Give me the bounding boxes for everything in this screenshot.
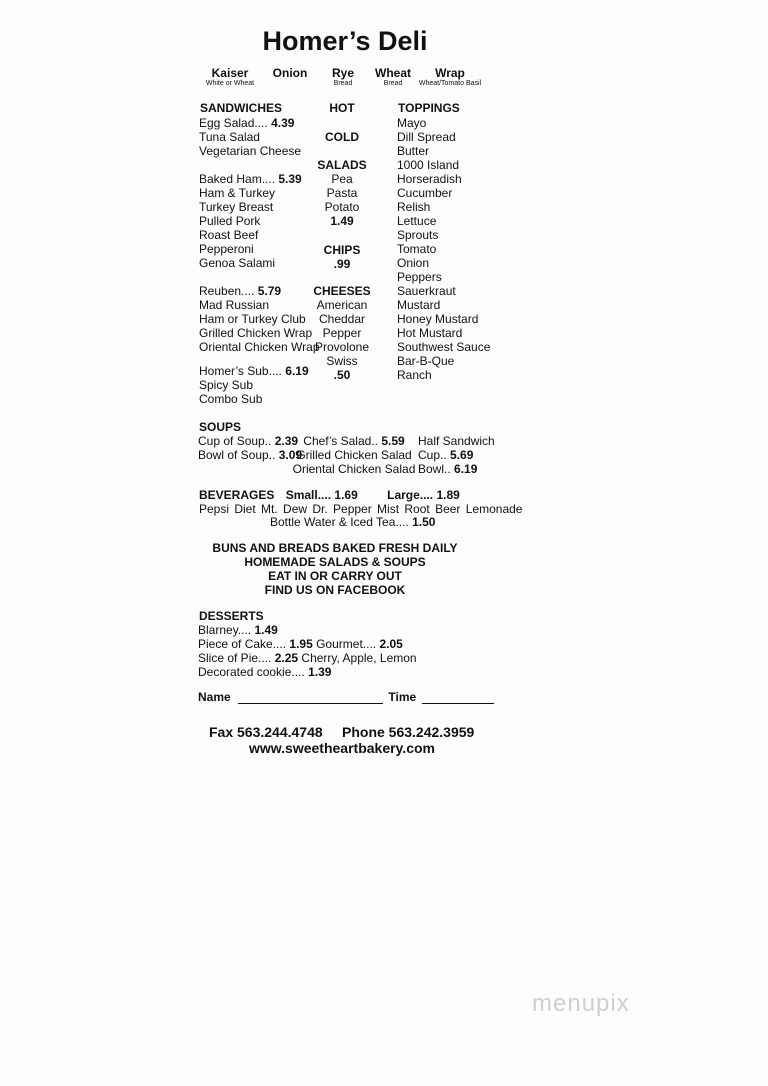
cheeses-heading: CHEESES xyxy=(313,284,371,298)
notice-line: EAT IN OR CARRY OUT xyxy=(268,569,402,583)
sandwich-group-ham xyxy=(199,172,302,270)
menu-item: Potato xyxy=(324,200,360,214)
topping-item: Bar-B-Que xyxy=(397,354,455,368)
soups-heading: SOUPS xyxy=(199,420,242,434)
fax-number: Fax 563.244.4748 xyxy=(209,724,323,740)
half-sandwich-combo xyxy=(418,434,495,476)
beverage-list: Pepsi Diet Mt. Dew Dr. Pepper Mist Root Beer Lemonade xyxy=(199,502,523,516)
topping-item: Mustard xyxy=(397,298,441,312)
menu-item: Genoa Salami xyxy=(199,256,276,270)
menu-item: Pasta xyxy=(326,186,358,200)
hot-heading: HOT xyxy=(329,101,355,115)
topping-item: Peppers xyxy=(397,270,442,284)
name-field[interactable] xyxy=(238,692,383,704)
cheeses-section xyxy=(300,284,384,382)
topping-item: Onion xyxy=(397,256,430,270)
desserts-list xyxy=(198,623,417,679)
notice-line: FIND US ON FACEBOOK xyxy=(264,583,406,597)
toppings-list xyxy=(397,116,490,382)
menu-item: Cup.. 5.69 xyxy=(418,448,474,462)
notice-line: BUNS AND BREADS BAKED FRESH DAILY xyxy=(212,541,458,555)
menu-item: Ham & Turkey xyxy=(199,186,276,200)
menu-item: Oriental Chicken Wrap xyxy=(199,340,320,354)
topping-item: Sauerkraut xyxy=(397,284,456,298)
topping-item: Ranch xyxy=(397,368,432,382)
bottle-water-row: Bottle Water & Iced Tea.... 1.50 xyxy=(270,515,436,529)
menu-item: Oriental Chicken Salad xyxy=(292,462,416,476)
menu-item: Roast Beef xyxy=(199,228,259,242)
phone-number: Phone 563.242.3959 xyxy=(342,724,475,740)
menu-item: Blarney.... 1.49 xyxy=(198,623,278,637)
salads-price: 1.49 xyxy=(330,214,354,228)
bread-rye: Rye Bread xyxy=(331,66,354,87)
order-line xyxy=(198,690,494,704)
salads-heading: SALADS xyxy=(317,158,367,172)
menu-item: Baked Ham.... 5.39 xyxy=(199,172,302,186)
menu-item: Piece of Cake.... 1.95 Gourmet.... 2.05 xyxy=(198,637,403,651)
menu-item: Half Sandwich xyxy=(418,434,495,448)
topping-item: 1000 Island xyxy=(397,158,460,172)
topping-item: Honey Mustard xyxy=(397,312,479,326)
topping-item: Southwest Sauce xyxy=(397,340,491,354)
menu-item: Vegetarian Cheese xyxy=(199,144,302,158)
menu-item: Reuben.... 5.79 xyxy=(199,284,282,298)
sandwich-group-egg xyxy=(199,116,301,158)
notices xyxy=(180,541,490,597)
menu-item: Pepper xyxy=(322,326,362,340)
topping-item: Relish xyxy=(397,200,431,214)
soup-salads xyxy=(292,434,416,476)
menu-item: Tuna Salad xyxy=(199,130,260,144)
topping-item: Butter xyxy=(397,144,430,158)
menu-item: Combo Sub xyxy=(199,392,263,406)
menu-item: Grilled Chicken Wrap xyxy=(199,326,313,340)
chips-section xyxy=(300,243,384,271)
menu-item: Provolone xyxy=(314,340,370,354)
bread-kaiser: Kaiser White or Wheat xyxy=(205,66,255,87)
cheeses-price: .50 xyxy=(333,368,351,382)
chips-heading: CHIPS xyxy=(323,243,361,257)
topping-item: Tomato xyxy=(397,242,437,256)
menu-item: Bowl.. 6.19 xyxy=(418,462,478,476)
menu-item: Slice of Pie.... 2.25 Cherry, Apple, Lemon xyxy=(198,651,417,665)
cold-heading: COLD xyxy=(325,130,359,144)
menu-item: Cup of Soup.. 2.39 xyxy=(198,434,299,448)
toppings-heading: TOPPINGS xyxy=(398,101,460,115)
beverages-row: BEVERAGES Small.... 1.69 Large.... 1.89 xyxy=(199,488,460,502)
menu-item: Cheddar xyxy=(318,312,366,326)
bread-onion: Onion xyxy=(272,66,308,80)
topping-item: Horseradish xyxy=(397,172,462,186)
topping-item: Mayo xyxy=(397,116,427,130)
menu-item: Swiss xyxy=(326,354,358,368)
menu-item: Pulled Pork xyxy=(199,214,261,228)
notice-line: HOMEMADE SALADS & SOUPS xyxy=(244,555,426,569)
menu-item: Homer’s Sub.... 6.19 xyxy=(199,364,309,378)
menu-item: American xyxy=(316,298,368,312)
topping-item: Hot Mustard xyxy=(397,326,463,340)
page-title: Homer’s Deli xyxy=(262,26,428,56)
desserts-heading: DESSERTS xyxy=(199,609,264,623)
menu-item: Turkey Breast xyxy=(199,200,274,214)
topping-item: Sprouts xyxy=(397,228,439,242)
topping-item: Cucumber xyxy=(397,186,453,200)
sandwich-group-subs xyxy=(199,364,309,406)
time-field[interactable] xyxy=(422,692,494,704)
salads-section xyxy=(300,158,384,228)
menu-item: Pea xyxy=(331,172,353,186)
name-label: Name xyxy=(198,690,231,704)
chips-price: .99 xyxy=(333,257,351,271)
topping-item: Dill Spread xyxy=(397,130,456,144)
menu-item: Bowl of Soup.. 3.09 xyxy=(198,448,303,462)
menu-item: Spicy Sub xyxy=(199,378,254,392)
topping-item: Lettuce xyxy=(397,214,437,228)
menu-item: Decorated cookie.... 1.39 xyxy=(198,665,332,679)
soup-sizes xyxy=(198,434,302,462)
bread-wrap: Wrap Wheat/Tomato Basil xyxy=(418,66,482,87)
menu-item: Mad Russian xyxy=(199,298,270,312)
bread-wheat: Wheat Bread xyxy=(375,66,411,87)
menu-item: Egg Salad.... 4.39 xyxy=(199,116,295,130)
website-link[interactable]: www.sweetheartbakery.com xyxy=(249,740,435,756)
sandwiches-heading: SANDWICHES xyxy=(200,101,283,115)
menupix-watermark: menupix xyxy=(532,990,630,1017)
menu-item: Grilled Chicken Salad xyxy=(296,448,412,462)
time-label: Time xyxy=(388,690,417,704)
menu-item: Chef’s Salad.. 5.59 xyxy=(303,434,405,448)
menu-item: Pepperoni xyxy=(199,242,254,256)
beverages-heading: BEVERAGES xyxy=(199,488,275,502)
menu-item: Ham or Turkey Club xyxy=(199,312,306,326)
